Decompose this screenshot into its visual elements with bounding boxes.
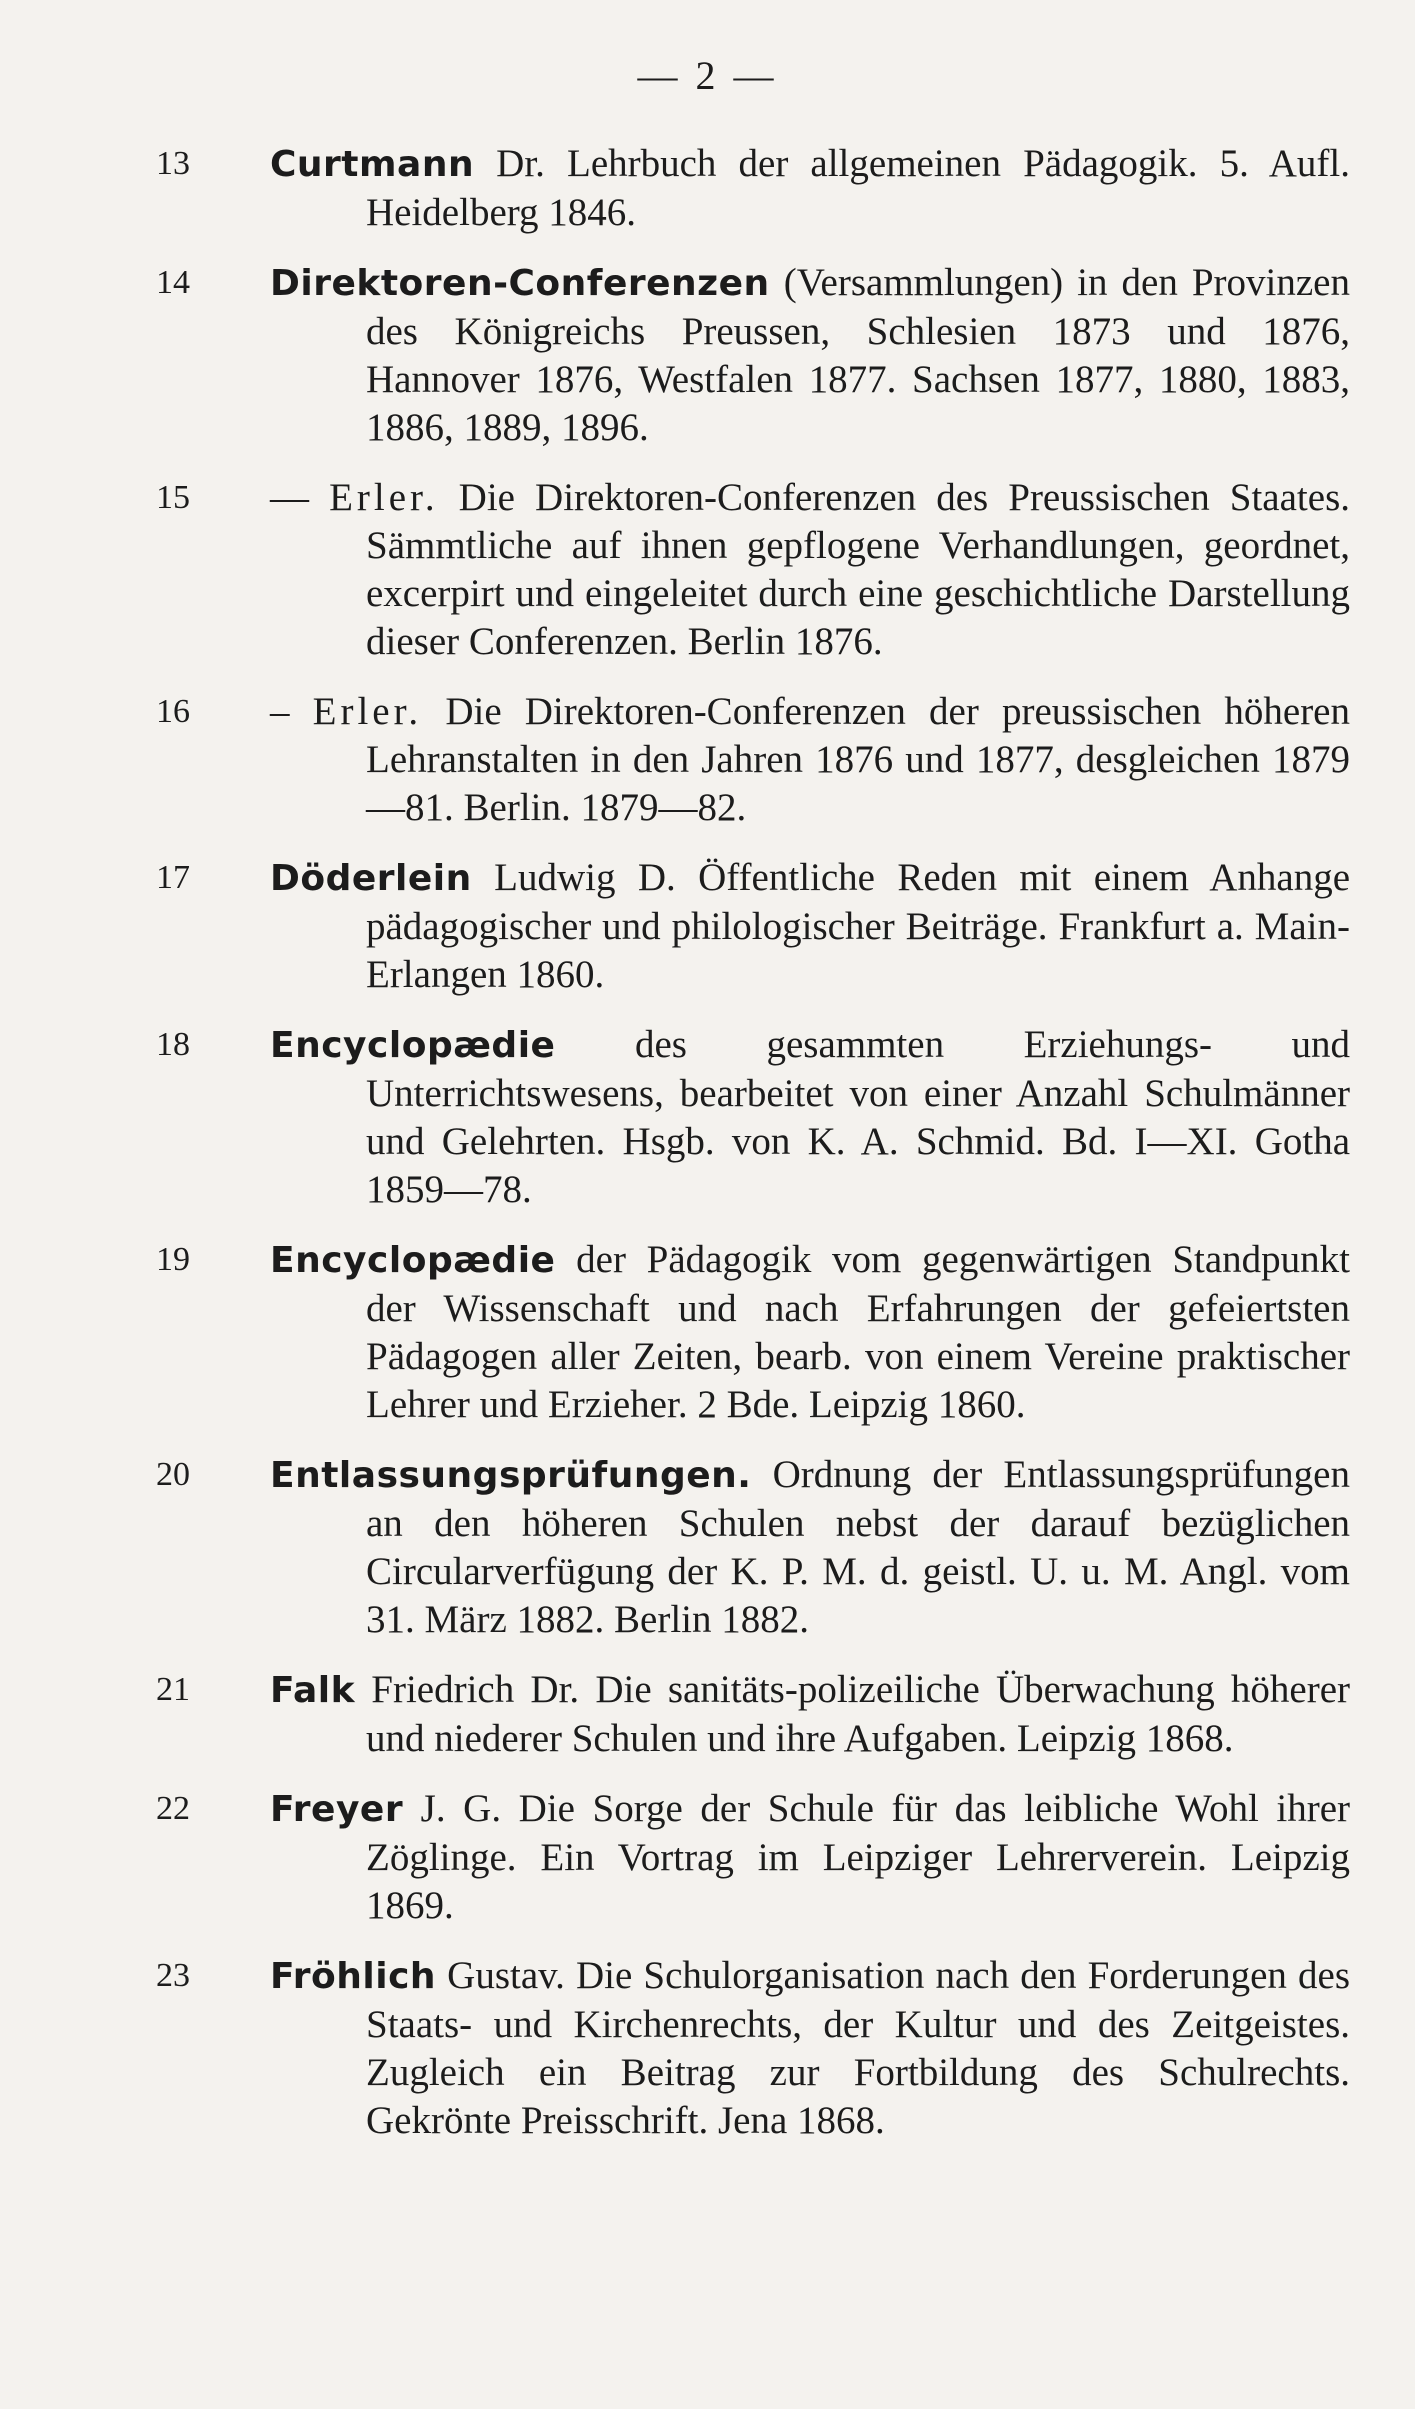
bibliography-entry [150,1666,1350,1763]
entry-number: 14 [156,264,190,301]
entry-description: Ludwig D. Öffentliche Reden mit einem Anhange pädagogischer und philologischer Beiträge. Frankfurt a. Main-Erlangen 1860. [366,856,1350,996]
entry-text [270,474,1351,666]
entry-text [270,1451,1350,1644]
entry-number: 21 [156,1671,190,1708]
entry-number: 19 [156,1241,190,1278]
entry-text [270,1236,1350,1429]
entry-text [270,1666,1350,1763]
entry-description: Die Direktoren-Conferenzen der preussischen höheren Lehranstalten in den Jahren 1876 und 1877, desgleichen 1879—81. Berlin. 1879—82. [366,690,1350,829]
entry-description: der Pädagogik vom gegenwärtigen Standpunkt der Wissenschaft und nach Erfahrungen der gefeiertsten Pädagogen aller Zeiten, bearb. von einem Vereine praktischer Lehrer und Erzieher. 2 Bde. Leipzig 1860. [366,1238,1350,1426]
entry-description: Gustav. Die Schulorganisation nach den Forderungen des Staats- und Kirchenrechts, der Kultur und des Zeitgeistes. Zugleich ein Beitrag zur Fortbildung des Schulrechts. Gekrönte Preisschrift. Jena 1868. [366,1954,1350,2142]
entry-author: Encyclopædie [270,1240,556,1281]
bibliography-entry [150,854,1350,999]
entry-author: Erler. [329,476,439,519]
entry-author: Freyer [270,1789,404,1830]
entry-number: 23 [156,1957,190,1994]
entry-number: 18 [156,1026,190,1063]
bibliography-entry [150,1236,1350,1429]
entry-description: Dr. Lehrbuch der allgemeinen Pädagogik. 5. Aufl. Heidelberg 1846. [366,142,1350,234]
bibliography-entry [150,1785,1350,1930]
entry-description: (Versammlungen) in den Provinzen des Königreichs Preussen, Schlesien 1873 und 1876, Hannover 1876, Westfalen 1877. Sachsen 1877, 1880, 1883, 1886, 1889, 1896. [366,261,1350,449]
entry-number: 17 [156,859,190,896]
entry-text [270,688,1350,832]
entry-number: 22 [156,1790,190,1827]
page-number: — 2 — [637,53,778,98]
entry-text [270,140,1350,237]
entry-author: Falk [270,1670,356,1711]
entry-text [270,854,1350,999]
entry-number: 13 [156,145,190,182]
entry-author: Direktoren-Conferenzen [270,263,770,304]
entry-dash: — [270,476,330,519]
entry-dash: – [270,690,313,733]
entry-number: 15 [156,479,190,516]
bibliography-entry [150,1952,1350,2145]
entry-description: Friedrich Dr. Die sanitäts-polizeiliche Überwachung höherer und niederer Schulen und ihre Aufgaben. Leipzig 1868. [355,1668,1350,1760]
bibliography-entry [150,140,1350,237]
entry-author: Erler. [312,690,423,733]
bibliography-entry [150,474,1350,666]
bibliography-list [150,140,1350,2167]
entry-text [270,1021,1350,1214]
entry-text [270,1952,1350,2145]
entry-author: Curtmann [270,144,475,185]
entry-author: Fröhlich [270,1956,437,1997]
bibliography-entry [150,259,1350,452]
entry-number: 20 [156,1456,190,1493]
entry-text [270,259,1350,452]
entry-description: Ordnung der Entlassungsprüfungen an den höheren Schulen nebst der darauf bezüglichen Circularverfügung der K. P. M. d. geistl. U. u. M. Angl. vom 31. März 1882. Berlin 1882. [366,1453,1350,1641]
bibliography-entry [150,1021,1350,1214]
entry-description: Die Direktoren-Conferenzen des Preussischen Staates. Sämmtliche auf ihnen gepflogene Verhandlungen, geordnet, excerpirt und eingeleitet durch eine geschichtliche Darstellung dieser Conferenzen. Berlin 1876. [366,476,1351,663]
entry-author: Entlassungsprüfungen. [270,1455,752,1496]
entry-author: Encyclopædie [270,1025,556,1066]
entry-author: Döderlein [270,858,472,899]
entry-text [270,1785,1350,1930]
bibliography-entry [150,1451,1350,1644]
entry-number: 16 [156,693,190,730]
entry-description: J. G. Die Sorge der Schule für das leibliche Wohl ihrer Zöglinge. Ein Vortrag im Leipziger Lehrerverein. Leipzig 1869. [366,1787,1350,1927]
bibliography-entry [150,688,1350,832]
entry-description: des gesammten Erziehungs- und Unterrichtswesens, bearbeitet von einer Anzahl Schulmänner und Gelehrten. Hsgb. von K. A. Schmid. Bd. I—XI. Gotha 1859—78. [366,1023,1350,1211]
